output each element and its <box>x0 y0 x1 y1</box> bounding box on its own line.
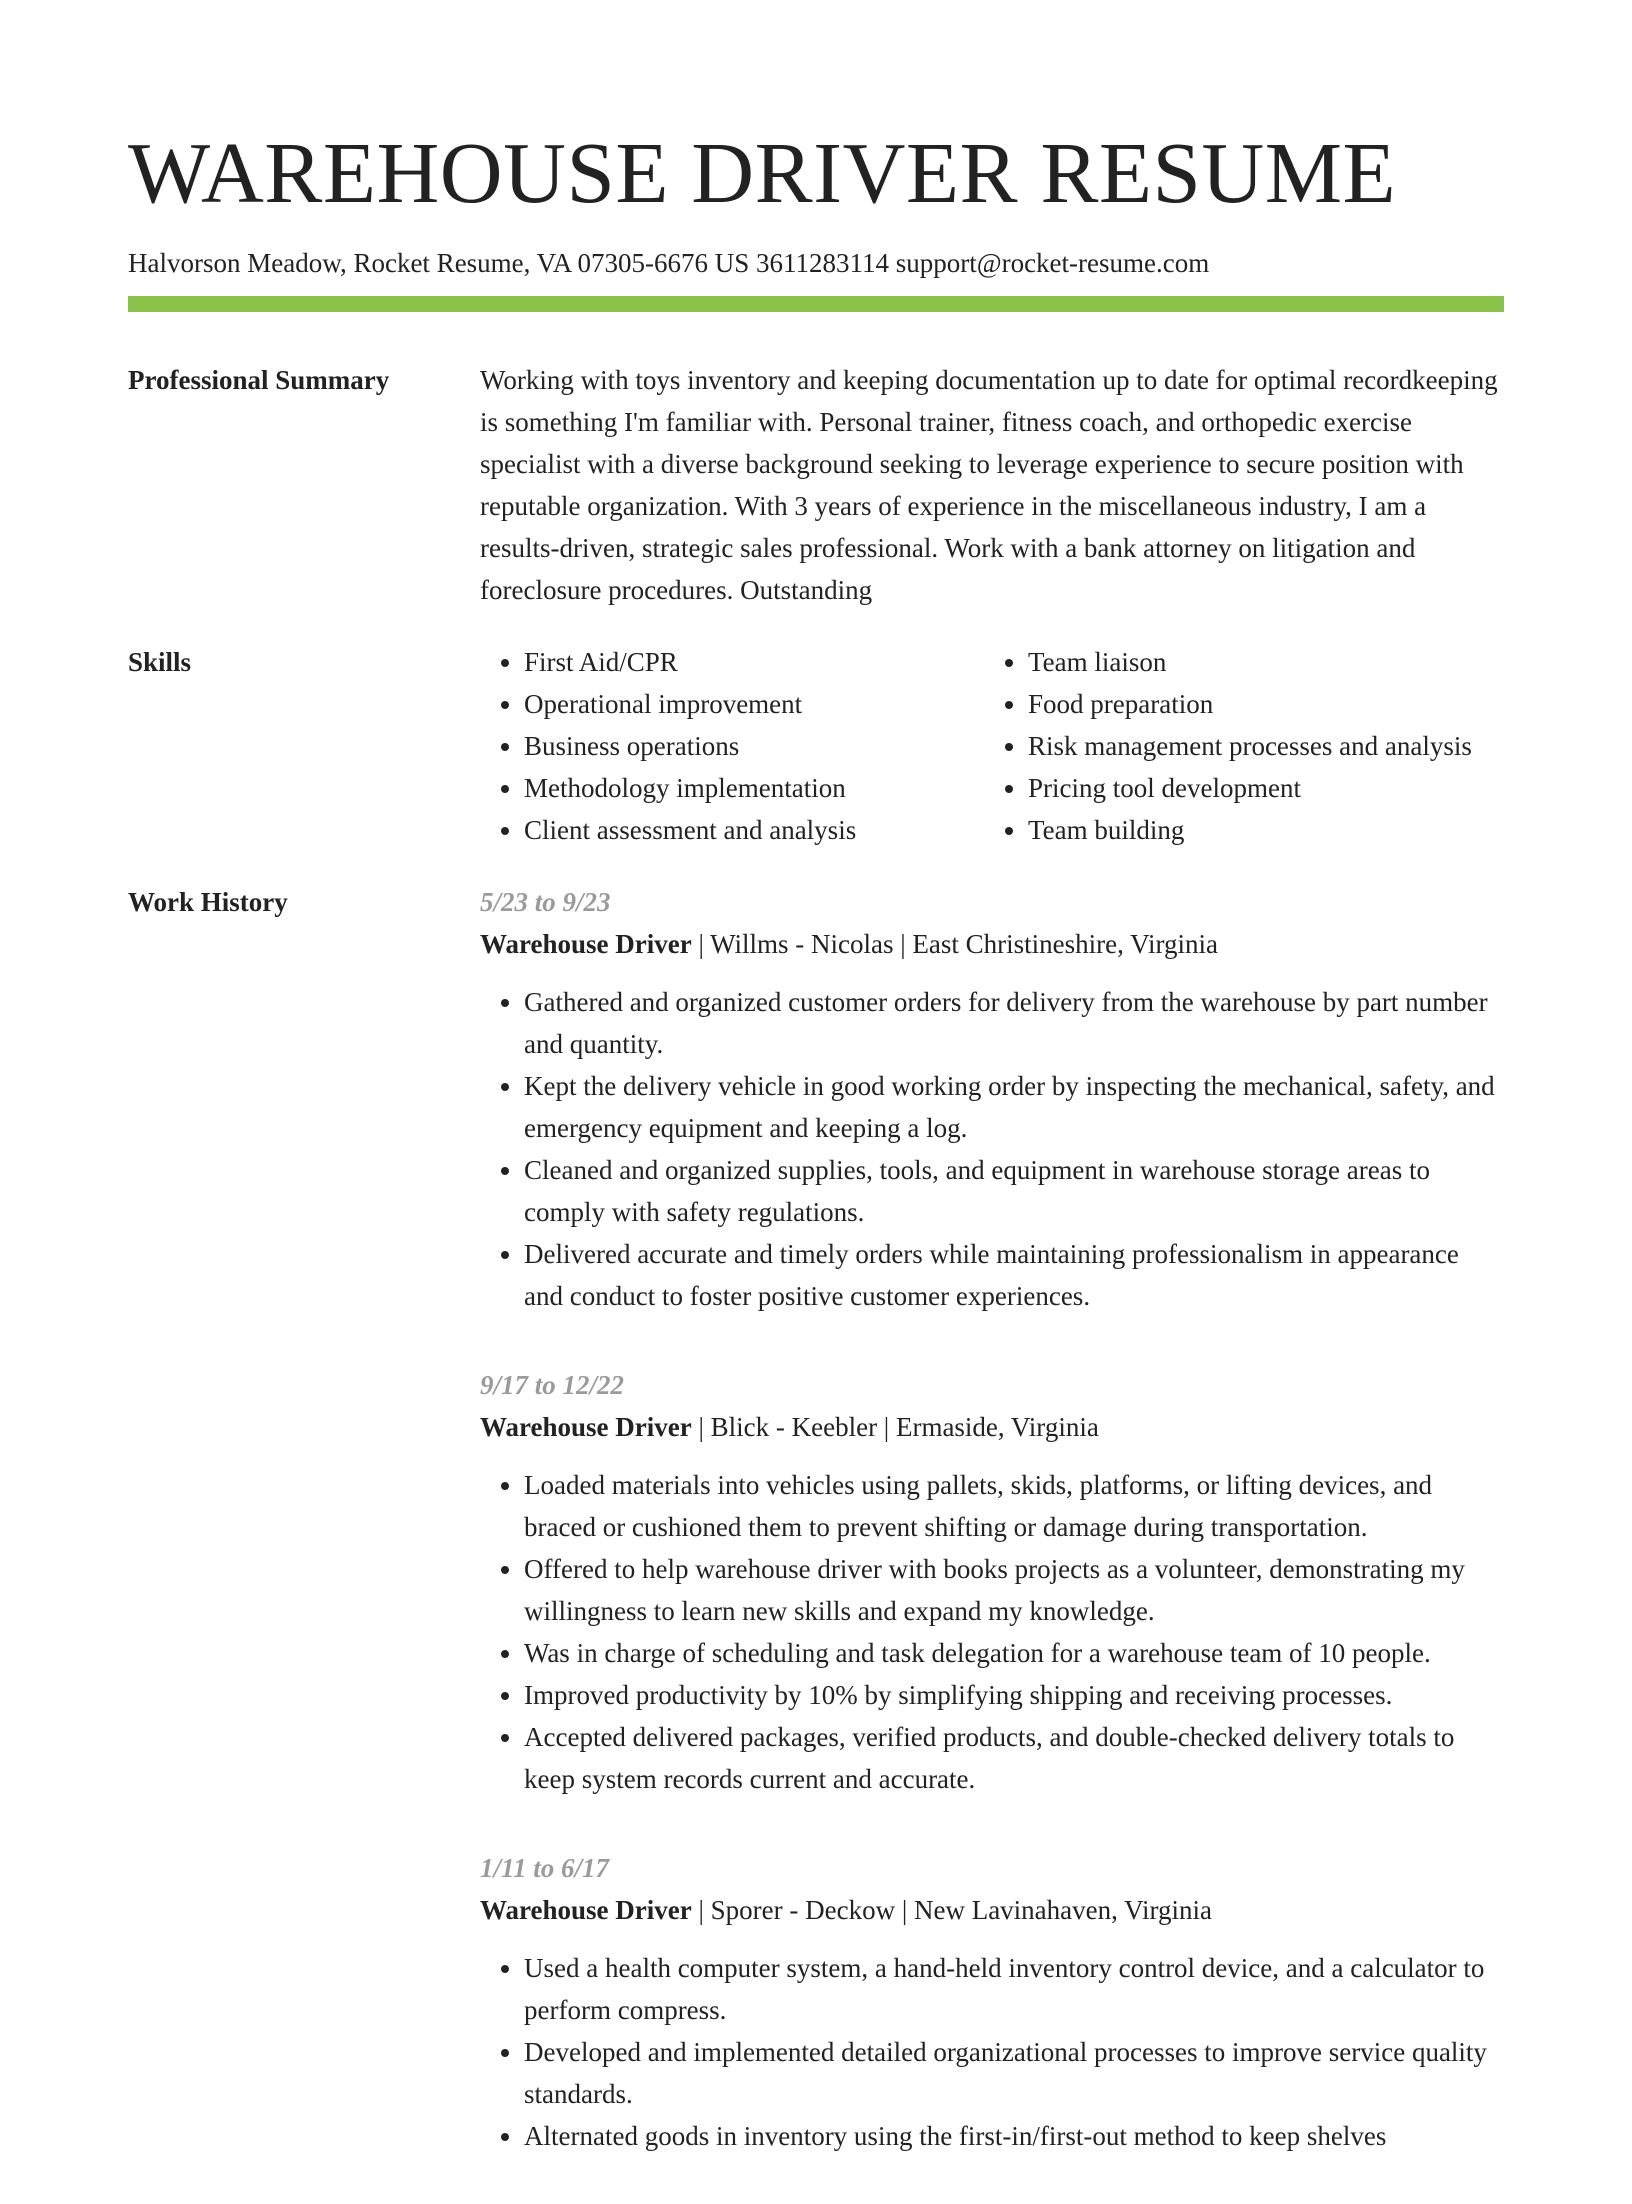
summary-label: Professional Summary <box>128 365 390 395</box>
skill-item: • First Aid/CPR <box>524 641 984 683</box>
work-history-content <box>480 881 1504 2204</box>
skill-item: • Pricing tool development <box>1028 767 1504 809</box>
skill-item: • Business operations <box>524 725 984 767</box>
job-bullet: • Was in charge of scheduling and task delegation for a warehouse team of 10 people. <box>524 1632 1504 1674</box>
job-bullet: • Improved productivity by 10% by simplifying shipping and receiving processes. <box>524 1674 1504 1716</box>
job-bullets <box>480 1947 1504 2157</box>
accent-divider <box>128 296 1504 312</box>
skill-item: • Risk management processes and analysis <box>1028 725 1504 767</box>
skill-item: • Team building <box>1028 809 1504 851</box>
job-bullet: • Loaded materials into vehicles using pallets, skids, platforms, or lifting devices, and braced or cushioned them to prevent shifting or damage during transportation. <box>524 1464 1504 1548</box>
job-bullet: • Gathered and organized customer orders for delivery from the warehouse by part number and quantity. <box>524 981 1504 1065</box>
job-bullet: • Offered to help warehouse driver with books projects as a volunteer, demonstrating my willingness to learn new skills and expand my knowledge. <box>524 1548 1504 1632</box>
job-bullet: • Developed and implemented detailed organizational processes to improve service quality standards. <box>524 2031 1504 2115</box>
job-bullet: • Delivered accurate and timely orders while maintaining professionalism in appearance and conduct to foster positive customer experiences. <box>524 1233 1504 1317</box>
job-heading <box>480 1889 1504 1931</box>
job-bullet: • Cleaned and organized supplies, tools, and equipment in warehouse storage areas to comply with safety regulations. <box>524 1149 1504 1233</box>
job-employer-location: | Sporer - Deckow | New Lavinahaven, Virginia <box>691 1895 1213 1925</box>
job-title: Warehouse Driver <box>480 1412 692 1442</box>
skill-item: • Client assessment and analysis <box>524 809 984 851</box>
skills-list-left <box>480 641 984 851</box>
skill-item: • Operational improvement <box>524 683 984 725</box>
job-heading <box>480 923 1504 965</box>
job-bullet: • Alternated goods in inventory using the first-in/first-out method to keep shelves <box>524 2115 1504 2157</box>
summary-content <box>480 359 1504 611</box>
job-bullets <box>480 1464 1504 1800</box>
summary-text: Working with toys inventory and keeping documentation up to date for optimal recordkeeping is something I'm familiar with. Personal trainer, fitness coach, and orthopedic exercise specialist with a diverse background seeking to leverage experience to secure position with reputable organization. With 3 years of experience in the miscellaneous industry, I am a results-driven, strategic sales professional. Work with a bank attorney on litigation and foreclosure procedures. Outstanding <box>480 365 1498 605</box>
job-employer-location: | Willms - Nicolas | East Christineshire, Virginia <box>691 929 1219 959</box>
job-heading <box>480 1406 1504 1448</box>
resume-page <box>128 0 1504 2204</box>
job-title: Warehouse Driver <box>480 1895 692 1925</box>
resume-title: WAREHOUSE DRIVER RESUME <box>128 124 1397 221</box>
job-entry <box>480 881 1504 1317</box>
skills-section <box>128 641 1504 851</box>
work-history-label: Work History <box>128 887 288 917</box>
job-entry <box>480 1847 1504 2157</box>
skill-item: • Methodology implementation <box>524 767 984 809</box>
job-dates: 1/11 to 6/17 <box>480 1853 610 1883</box>
job-entry <box>480 1364 1504 1800</box>
job-dates: 9/17 to 12/22 <box>480 1370 625 1400</box>
job-bullet: • Accepted delivered packages, verified products, and double-checked delivery totals to keep system records current and accurate. <box>524 1716 1504 1800</box>
job-bullet: • Used a health computer system, a hand-held inventory control device, and a calculator to perform compress. <box>524 1947 1504 2031</box>
work-history-section <box>128 881 1504 2204</box>
job-bullet: • Kept the delivery vehicle in good working order by inspecting the mechanical, safety, and emergency equipment and keeping a log. <box>524 1065 1504 1149</box>
skills-label: Skills <box>128 647 192 677</box>
job-title: Warehouse Driver <box>480 929 692 959</box>
skill-item: • Food preparation <box>1028 683 1504 725</box>
job-bullets <box>480 981 1504 1317</box>
summary-section <box>128 359 1504 611</box>
job-employer-location: | Blick - Keebler | Ermaside, Virginia <box>691 1412 1099 1442</box>
skill-item: • Team liaison <box>1028 641 1504 683</box>
job-dates: 5/23 to 9/23 <box>480 887 611 917</box>
contact-info: Halvorson Meadow, Rocket Resume, VA 07305-6676 US 3611283114 support@rocket-resume.com <box>128 248 1210 278</box>
skills-content <box>480 641 1504 851</box>
skills-list-right <box>984 641 1504 851</box>
